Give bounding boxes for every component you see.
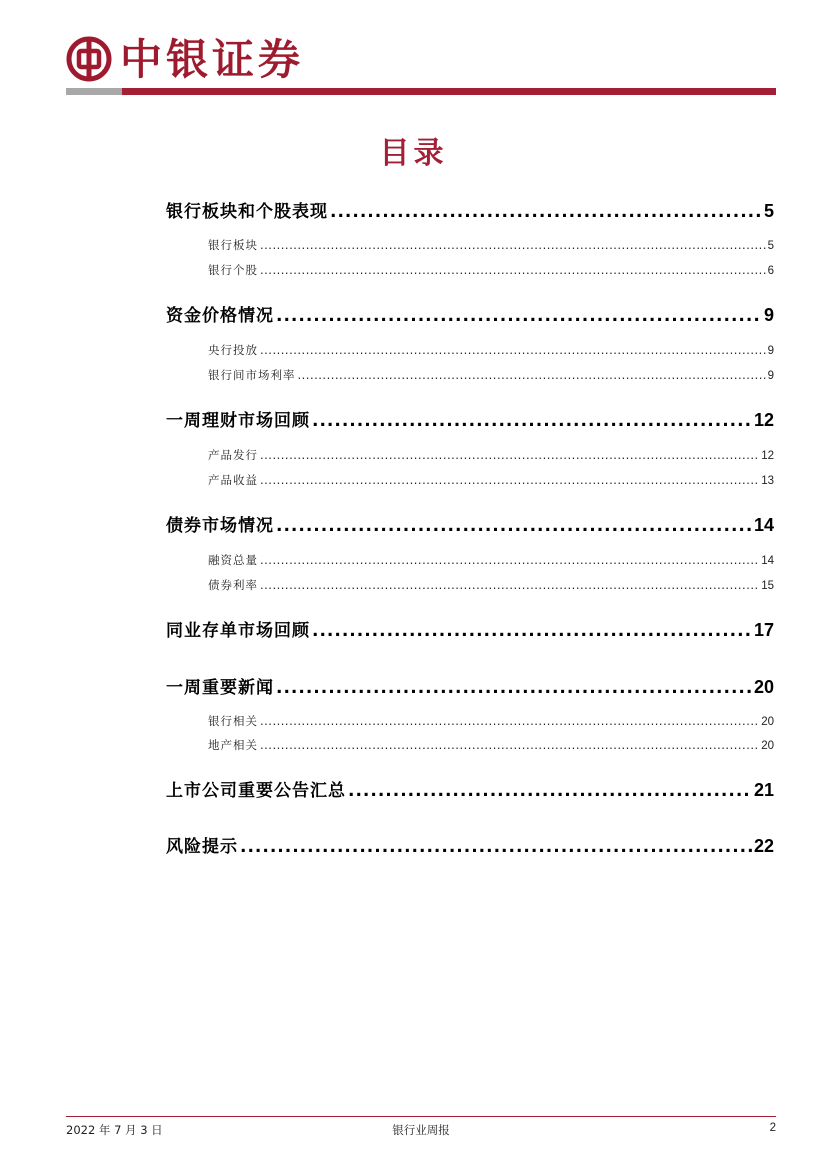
toc-entry-page: 17	[753, 620, 774, 640]
report-name: 银行业周报	[392, 1123, 450, 1137]
toc-entry-title: 上市公司重要公告汇总	[166, 781, 346, 801]
toc-entry-subsection[interactable]	[208, 342, 774, 358]
toc-entry-section[interactable]	[166, 776, 774, 801]
toc-entry-page: 22	[753, 836, 774, 856]
toc-leader-dots	[276, 516, 752, 536]
page-footer	[66, 1122, 776, 1138]
toc-leader-dots	[312, 621, 752, 641]
toc-entry-subsection[interactable]	[208, 472, 774, 488]
toc-leader-dots	[260, 343, 766, 357]
toc-leader-dots	[312, 411, 752, 431]
footer-rule	[66, 1116, 776, 1117]
toc-leader-dots	[330, 202, 762, 222]
toc-entry-title: 资金价格情况	[166, 306, 274, 326]
toc-entry-section[interactable]	[166, 673, 774, 698]
toc-leader-dots	[260, 263, 766, 277]
toc-leader-dots	[260, 473, 759, 487]
toc-title: 目录	[379, 136, 448, 171]
toc-entry-page: 5	[763, 201, 774, 221]
toc-entry-subsection[interactable]	[208, 737, 774, 753]
toc-entry-section[interactable]	[166, 616, 774, 641]
page-header	[66, 30, 776, 96]
toc-entry-title: 产品收益	[208, 473, 258, 487]
toc-entry-title: 银行间市场利率	[208, 368, 296, 382]
toc-leader-dots	[260, 738, 759, 752]
toc-entry-section[interactable]	[166, 301, 774, 326]
toc-leader-dots	[348, 781, 752, 801]
toc-entry-title: 一周重要新闻	[166, 678, 274, 698]
toc-entry-subsection[interactable]	[208, 577, 774, 593]
toc-entry-page: 9	[767, 370, 774, 382]
toc-entry-page: 12	[753, 410, 774, 430]
toc-leader-dots	[260, 578, 759, 592]
toc-leader-dots	[260, 238, 766, 252]
toc-entry-page: 12	[761, 450, 774, 462]
toc-entry-title: 产品发行	[208, 448, 258, 462]
toc-leader-dots	[260, 448, 759, 462]
toc-entry-title: 银行个股	[208, 263, 258, 277]
brand-name: 中银证券	[120, 35, 305, 84]
toc-leader-dots	[260, 714, 759, 728]
toc-entry-title: 一周理财市场回顾	[166, 411, 310, 431]
page-number: 2	[769, 1122, 776, 1134]
toc-entry-title: 银行相关	[208, 714, 258, 728]
toc-entry-title: 债券市场情况	[166, 516, 274, 536]
toc-entry-page: 20	[761, 716, 774, 728]
toc-leader-dots	[276, 678, 752, 698]
toc-entry-subsection[interactable]	[208, 262, 774, 278]
toc-entry-page: 13	[761, 475, 774, 487]
toc-entry-page: 21	[753, 780, 774, 800]
toc-entry-page: 14	[753, 515, 774, 535]
header-rule-gray	[66, 88, 122, 95]
toc-entry-section[interactable]	[166, 832, 774, 857]
toc-entry-page: 15	[761, 580, 774, 592]
toc-entry-title: 风险提示	[166, 837, 238, 857]
toc-entry-title: 银行板块和个股表现	[166, 202, 328, 222]
toc-entry-page: 14	[761, 555, 774, 567]
toc-entry-page: 20	[753, 677, 774, 697]
toc-entry-section[interactable]	[166, 406, 774, 431]
toc-entry-page: 9	[763, 305, 774, 325]
toc-entry-subsection[interactable]	[208, 237, 774, 253]
toc-entry-subsection[interactable]	[208, 713, 774, 729]
toc-leader-dots	[276, 306, 762, 326]
report-date: 2022 年 7 月 3 日	[66, 1123, 163, 1137]
toc-entry-title: 央行投放	[208, 343, 258, 357]
toc-entry-section[interactable]	[166, 511, 774, 536]
toc-entry-subsection[interactable]	[208, 552, 774, 568]
bank-of-china-logo-icon	[66, 36, 112, 82]
toc-entry-title: 银行板块	[208, 238, 258, 252]
toc-entry-page: 20	[761, 740, 774, 752]
toc-leader-dots	[260, 553, 759, 567]
toc-entry-title: 债券利率	[208, 578, 258, 592]
toc-entry-page: 6	[767, 265, 774, 277]
toc-entry-title: 融资总量	[208, 553, 258, 567]
toc-entry-title: 地产相关	[208, 738, 258, 752]
header-rule-red	[122, 88, 776, 95]
toc-leader-dots	[240, 837, 752, 857]
toc-entry-page: 5	[767, 240, 774, 252]
toc-entry-page: 9	[767, 345, 774, 357]
toc-entry-section[interactable]	[166, 197, 774, 222]
toc-entry-subsection[interactable]	[208, 367, 774, 383]
toc-entry-title: 同业存单市场回顾	[166, 621, 310, 641]
toc-leader-dots	[298, 368, 766, 382]
toc-entry-subsection[interactable]	[208, 447, 774, 463]
